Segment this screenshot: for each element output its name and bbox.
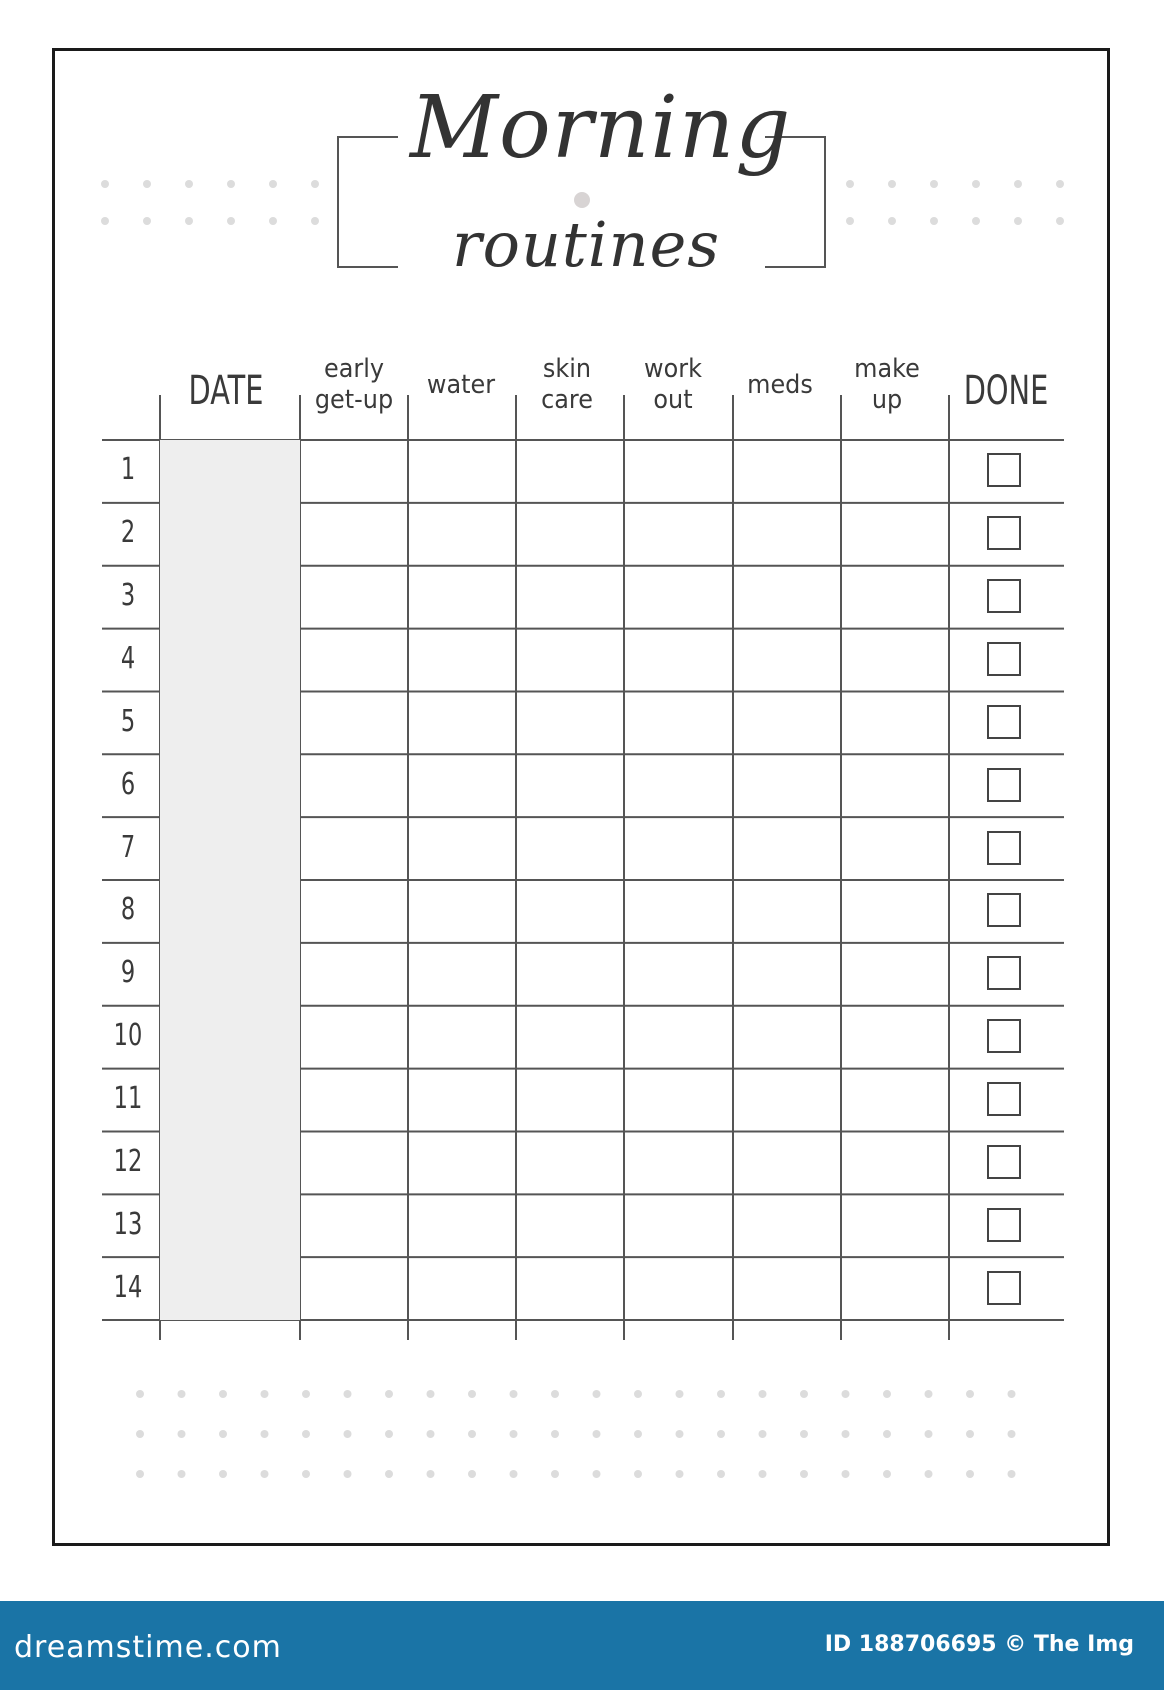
decor-dot <box>551 1470 559 1478</box>
decor-dot <box>717 1390 725 1398</box>
decor-dot <box>717 1430 725 1438</box>
done-checkbox[interactable] <box>987 579 1021 613</box>
decor-dot <box>261 1470 269 1478</box>
decor-dot <box>178 1430 186 1438</box>
done-checkbox[interactable] <box>987 956 1021 990</box>
decor-dot <box>676 1430 684 1438</box>
decor-dot <box>1008 1470 1016 1478</box>
done-checkbox[interactable] <box>987 516 1021 550</box>
decor-dot <box>593 1470 601 1478</box>
decor-dot <box>510 1390 518 1398</box>
decor-dot <box>966 1390 974 1398</box>
header-early-get-up: early get-up <box>314 354 394 415</box>
decor-dot <box>1056 217 1064 225</box>
decor-dot <box>302 1390 310 1398</box>
decor-dot <box>846 217 854 225</box>
row-number: 13 <box>113 1206 143 1242</box>
decor-dot <box>930 180 938 188</box>
decor-dot <box>227 217 235 225</box>
decor-dot <box>269 180 277 188</box>
decor-dot <box>972 180 980 188</box>
footer-logo: dreamstime.com <box>14 1630 282 1665</box>
done-checkbox[interactable] <box>987 768 1021 802</box>
done-checkbox[interactable] <box>987 893 1021 927</box>
done-checkbox[interactable] <box>987 831 1021 865</box>
date-column-fill <box>160 440 300 1320</box>
dot-row-top-right <box>846 180 1064 225</box>
decor-dot <box>800 1470 808 1478</box>
row-number: 9 <box>120 955 136 991</box>
row-number: 11 <box>113 1081 143 1117</box>
decor-dot <box>759 1470 767 1478</box>
decor-dot <box>966 1470 974 1478</box>
decor-dot <box>593 1390 601 1398</box>
done-checkbox[interactable] <box>987 642 1021 676</box>
row-number: 1 <box>120 452 136 488</box>
decor-dot <box>302 1430 310 1438</box>
decor-dot <box>185 217 193 225</box>
done-checkbox[interactable] <box>987 1019 1021 1053</box>
decor-dot <box>759 1430 767 1438</box>
decor-dot <box>634 1470 642 1478</box>
decor-dot <box>427 1470 435 1478</box>
decor-dot <box>385 1430 393 1438</box>
decor-dot <box>925 1390 933 1398</box>
decor-dot <box>551 1430 559 1438</box>
row-number: 3 <box>120 578 136 614</box>
decor-dot <box>261 1390 269 1398</box>
decor-dot <box>1014 180 1022 188</box>
decor-dot <box>717 1470 725 1478</box>
decor-dot <box>311 180 319 188</box>
decor-dot <box>842 1390 850 1398</box>
decor-dot <box>930 217 938 225</box>
title-dot <box>574 192 590 208</box>
decor-dot <box>676 1390 684 1398</box>
row-number: 12 <box>113 1143 143 1179</box>
decor-dot <box>1014 217 1022 225</box>
decor-dot <box>634 1430 642 1438</box>
decor-dot <box>468 1390 476 1398</box>
decor-dot <box>227 180 235 188</box>
row-number: 8 <box>120 892 136 928</box>
done-checkbox[interactable] <box>987 1208 1021 1242</box>
title-morning: Morning <box>410 78 792 178</box>
decor-dot <box>883 1390 891 1398</box>
header-work-out: work out <box>644 354 702 415</box>
footer-image-id: ID 188706695 © The Img <box>824 1632 1134 1657</box>
done-checkbox[interactable] <box>987 705 1021 739</box>
header-water: water <box>426 370 496 400</box>
row-number: 2 <box>120 515 136 551</box>
header-skin-care: skin care <box>541 354 593 415</box>
decor-dot <box>800 1430 808 1438</box>
decor-dot <box>468 1470 476 1478</box>
row-number: 5 <box>120 703 136 739</box>
decor-dot <box>510 1430 518 1438</box>
decor-dot <box>427 1390 435 1398</box>
decor-dot <box>468 1430 476 1438</box>
decor-dot <box>143 217 151 225</box>
done-checkbox[interactable] <box>987 453 1021 487</box>
header-make-up: make up <box>854 354 920 415</box>
decor-dot <box>1008 1430 1016 1438</box>
decor-dot <box>966 1430 974 1438</box>
decor-dot <box>427 1430 435 1438</box>
decor-dot <box>676 1470 684 1478</box>
done-checkbox[interactable] <box>987 1145 1021 1179</box>
decor-dot <box>385 1390 393 1398</box>
decor-dot <box>219 1430 227 1438</box>
decor-dot <box>185 180 193 188</box>
decor-dot <box>846 180 854 188</box>
row-number: 6 <box>120 766 136 802</box>
decor-dot <box>1008 1390 1016 1398</box>
decor-dot <box>136 1390 144 1398</box>
decor-dot <box>219 1470 227 1478</box>
decor-dot <box>888 180 896 188</box>
decor-dot <box>136 1470 144 1478</box>
decor-dot <box>883 1430 891 1438</box>
decor-dot <box>925 1470 933 1478</box>
decor-dot <box>842 1470 850 1478</box>
done-checkbox[interactable] <box>987 1082 1021 1116</box>
decor-dot <box>759 1390 767 1398</box>
decor-dot <box>269 217 277 225</box>
dot-grid-bottom <box>136 1390 1016 1478</box>
done-checkbox[interactable] <box>987 1271 1021 1305</box>
decor-dot <box>510 1470 518 1478</box>
title-routines: routines <box>452 208 721 281</box>
decor-dot <box>178 1470 186 1478</box>
dot-row-top-left <box>101 180 319 225</box>
decor-dot <box>883 1470 891 1478</box>
decor-dot <box>101 217 109 225</box>
decor-dot <box>143 180 151 188</box>
decor-dot <box>634 1390 642 1398</box>
decor-dot <box>593 1430 601 1438</box>
decor-dot <box>972 217 980 225</box>
row-number: 14 <box>113 1269 143 1305</box>
decor-dot <box>302 1470 310 1478</box>
decor-dot <box>344 1470 352 1478</box>
decor-dot <box>925 1430 933 1438</box>
decor-dot <box>261 1430 269 1438</box>
header-meds: meds <box>747 370 813 400</box>
header-done: DONE <box>963 368 1049 414</box>
decor-dot <box>385 1470 393 1478</box>
decor-dot <box>800 1390 808 1398</box>
decor-dot <box>311 217 319 225</box>
decor-dot <box>219 1390 227 1398</box>
decor-dot <box>888 217 896 225</box>
decor-dot <box>1056 180 1064 188</box>
decor-dot <box>344 1430 352 1438</box>
decor-dot <box>178 1390 186 1398</box>
header-date: DATE <box>188 368 264 414</box>
decor-dot <box>344 1390 352 1398</box>
decor-dot <box>136 1430 144 1438</box>
row-number: 7 <box>120 829 136 865</box>
decor-dot <box>101 180 109 188</box>
row-number: 4 <box>120 641 136 676</box>
decor-dot <box>842 1430 850 1438</box>
row-number: 10 <box>113 1018 143 1054</box>
decor-dot <box>551 1390 559 1398</box>
